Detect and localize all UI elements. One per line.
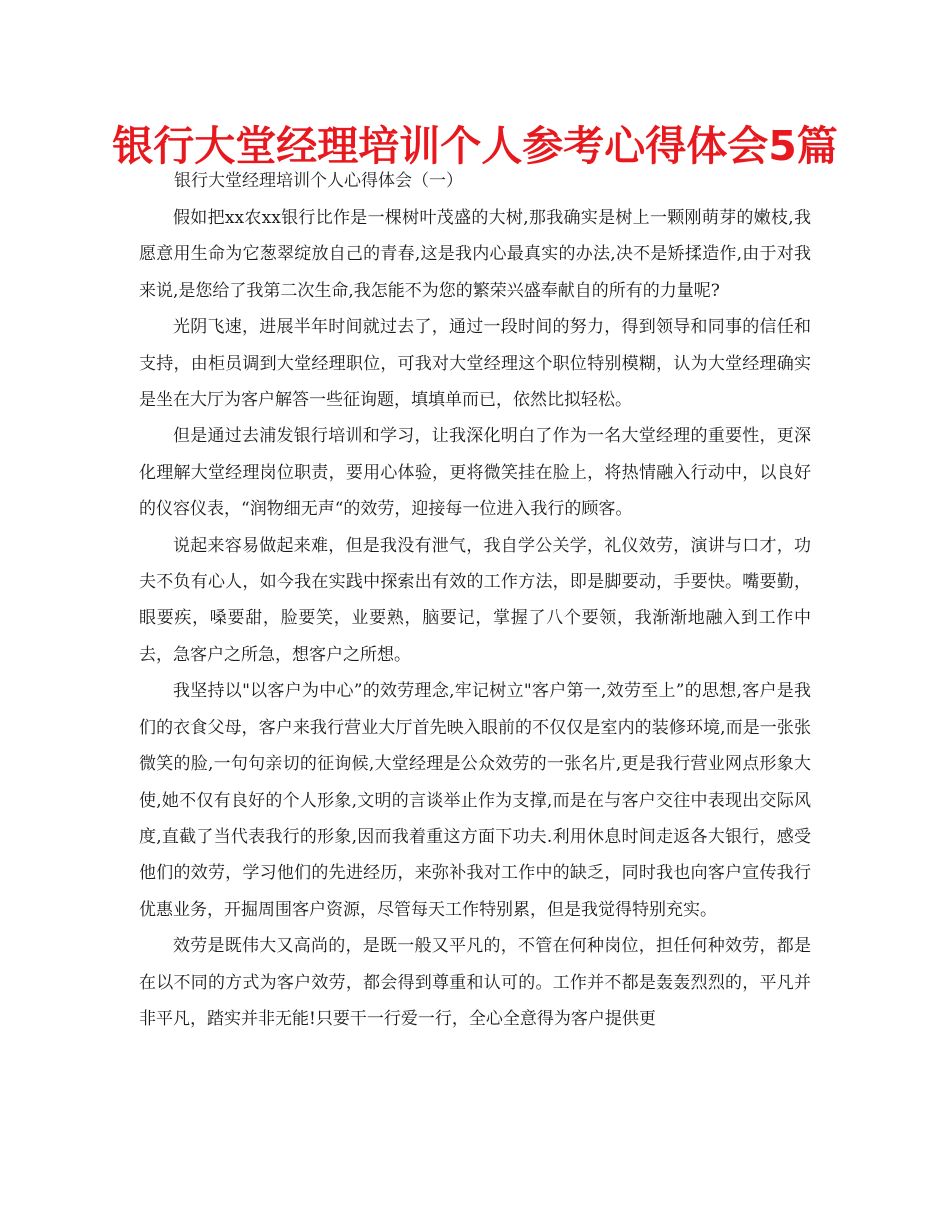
document-title: 银行大堂经理培训个人参考心得体会5篇	[112, 122, 838, 170]
document-body	[139, 200, 811, 1037]
document-subtitle: 银行大堂经理培训个人心得体会（一）	[174, 171, 463, 191]
paragraph: 我坚持以"以客户为中心”的效劳理念,牢记树立"客户第一,效劳至上”的思想,客户是我们的衣食父母，客户来我行营业大厅首先映入眼前的不仅仅是室内的装修环境,而是一张张微笑的脸,一句句亲切的征询候,大堂经理是公众效劳的一张名片,更是我行营业网点形象大使,她不仅有良好的个人形象,文明的言谈举止作为支撑,而是在与客户交往中表现出交际风度,直截了当代表我行的形象,因而我着重这方面下功夫.利用休息时间走返各大银行，感受他们的效劳，学习他们的先进经历，来弥补我对工作中的缺乏，同时我也向客户宣传我行优惠业务，开掘周围客户资源，尽管每天工作特别累，但是我觉得特别充实。	[139, 681, 811, 920]
paragraph: 假如把xx农xx银行比作是一棵树叶茂盛的大树,那我确实是树上一颗刚萌芽的嫩枝,我愿意用生命为它葱翠绽放自己的青春,这是我内心最真实的办法,决不是矫揉造作,由于对我来说,是您给了我第二次生命,我怎能不为您的繁荣兴盛奉献自的所有的力量呢?	[139, 208, 811, 301]
paragraph: 效劳是既伟大又高尚的，是既一般又平凡的，不管在何种岗位，担任何种效劳，都是在以不同的方式为客户效劳，都会得到尊重和认可的。工作并不都是轰轰烈烈的，平凡并非平凡，踏实并非无能!只要干一行爱一行，全心全意得为客户提供更	[139, 936, 811, 1029]
paragraph: 但是通过去浦发银行培训和学习，让我深化明白了作为一名大堂经理的重要性，更深化理解大堂经理岗位职责，要用心体验，更将微笑挂在脸上，将热情融入行动中，以良好的仪容仪表，“润物细无声“的效劳，迎接每一位进入我行的顾客。	[139, 426, 811, 520]
paragraph: 说起来容易做起来难，但是我没有泄气，我自学公关学，礼仪效劳，演讲与口才，功夫不负有心人，如今我在实践中探索出有效的工作方法，即是脚要动，手要快。嘴要勤，眼要疾，嗓要甜，脸要笑，业要熟，脑要记，掌握了八个要领，我渐渐地融入到工作中去，急客户之所急，想客户之所想。	[139, 535, 811, 665]
paragraph: 光阴飞速，进展半年时间就过去了，通过一段时间的努力，得到领导和同事的信任和支持，由柜员调到大堂经理职位，可我对大堂经理这个职位特别模糊，认为大堂经理确实是坐在大厅为客户解答一些征询题，填填单而已，依然比拟轻松。	[139, 317, 811, 411]
